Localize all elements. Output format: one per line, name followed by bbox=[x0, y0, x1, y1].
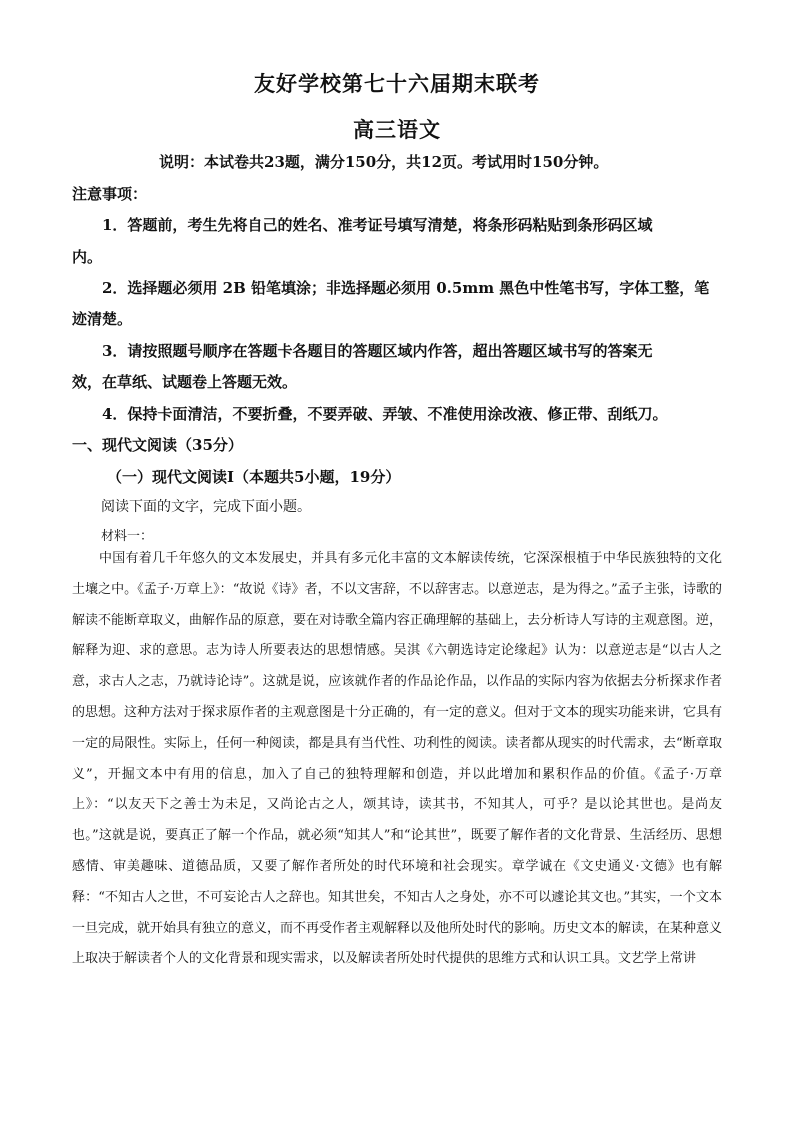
reading-prompt: 阅读下面的文字，完成下面小题。 bbox=[101, 499, 311, 515]
exam-title: 友好学校第七十六届期末联考 bbox=[254, 71, 540, 96]
note-item-3-line-1: 3．请按照题号顺序在答题卡各题目的答题区域内作答，超出答题区域书写的答案无 bbox=[102, 342, 653, 360]
note-item-2-line-2: 迹清楚。 bbox=[72, 310, 133, 328]
notes-heading: 注意事项： bbox=[72, 185, 148, 203]
section-subheading: （一）现代文阅读Ⅰ（本题共5小题，19分） bbox=[107, 468, 401, 486]
note-item-2-line-1: 2．选择题必须用 2B 铅笔填涂；非选择题必须用 0.5mm 黑色中性笔书写，字体工整，笔 bbox=[102, 279, 710, 297]
note-item-1-line-1: 1．答题前，考生先将自己的姓名、准考证号填写清楚，将条形码粘贴到条形码区域 bbox=[102, 216, 653, 234]
passage-text: 中国有着几千年悠久的文本发展史，并具有多元化丰富的文本解读传统，它深深根植于中华民族独特的文化土壤之中。《孟子·万章上》：“故说《诗》者，不以文害辞，不以辞害志。以意逆志，是为得之。”孟子主张，诗歌的解读不能断章取义，曲解作品的原意，要在对诗歌全篇内容正确理解的基础上，去分析诗人写诗的主观意图。逆，解释为迎、求的意思。志为诗人所要表达的思想情感。吴淇《六朝选诗定论缘起》认为：以意逆志是“以古人之意，求古人之志，乃就诗论诗”。这就是说，应该就作者的作品论作品，以作品的实际内容为依据去分析探求作者的思想。这种方法对于探求原作者的主观意图是十分正确的，有一定的意义。但对于文本的现实功能来讲，它具有一定的局限性。实际上，任何一种阅读，都是具有当代性、功利性的阅读。读者都从现实的时代需求，去“断章取义”，开掘文本中有用的信息，加入了自己的独特理解和创造，并以此增加和累积作品的价值。《孟子·万章上》：“以友天下之善士为未足，又尚论古之人，颂其诗，读其书，不知其人，可乎？是以论其世也。是尚友也。”这就是说，要真正了解一个作品，就必须“知其人”和“论其世”，既要了解作者的文化背景、生活经历、思想感情、审美趣味、道德品质，又要了解作者所处的时代环境和社会现实。章学诚在《文史通义·文德》也有解释：“不知古人之世，不可妄论古人之辞也。知其世矣，不知古人之身处，亦不可以遽论其文也。”其实，一个文本一旦完成，就开始具有独立的意义，而不再受作者主观解释以及他所处时代的影响。历史文本的解读，在某种意义上取决于解读者个人的文化背景和现实需求，以及解读者所处时代提供的思维方式和认识工具。文艺学上常讲 bbox=[72, 551, 723, 967]
note-item-1-line-2: 内。 bbox=[72, 248, 103, 266]
section-heading: 一、现代文阅读（35分） bbox=[72, 436, 243, 454]
note-item-3-line-2: 效，在草纸、试题卷上答题无效。 bbox=[72, 373, 298, 391]
exam-subject: 高三语文 bbox=[353, 117, 441, 142]
note-item-4: 4．保持卡面清洁，不要折叠，不要弄破、弄皱、不准使用涂改液、修正带、刮纸刀。 bbox=[102, 405, 668, 423]
exam-instructions: 说明：本试卷共23题，满分150分，共12页。考试用时150分钟。 bbox=[159, 153, 609, 171]
material-label: 材料一： bbox=[101, 529, 154, 544]
